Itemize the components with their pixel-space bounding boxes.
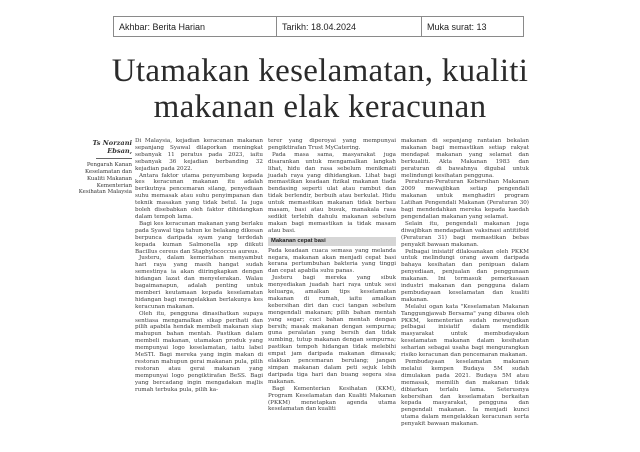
paragraph: Melalui ogan kata "Keselamatan Makanan Tanggungjawab Bersama" yang dibawa oleh PKKM, kementerian sudah mewujudkan pelbagai inisiatif dalam mendidik masyarakat untuk membudayakan keselamatan makanan dalam kesihatan seharian sebagai usaha bagi mengurangkan risiko keracunan dan pencemaran makanan. [401, 303, 529, 359]
paragraph: terer yang diperoyai yang mempunyai pengiktirafan Trust MyCatering. [268, 138, 396, 151]
headline-line-2: makanan elak keracunan [153, 89, 487, 125]
paragraph: Bagi Kementerian Kesihatan (KKM), Program Keselamatan dan Kualiti Makanan (PKKM) menetapkan agenda utama keselamatan dan kualiti [268, 385, 396, 413]
publication-date: Tarikh: 18.04.2024 [276, 17, 421, 36]
headline-line-1: Utamakan keselamatan, kualiti [111, 53, 529, 89]
newspaper-name: Akhbar: Berita Harian [119, 21, 206, 32]
author-role: Pengarah Kanan Keselamatan dan Kualiti Makanan Kementerian Kesihatan Malaysia [78, 162, 132, 196]
paragraph: Di Malaysia, kejadian keracunan makanan sepanjang Syawal dilaporkan meningkat sebanyak 11 peratus pada 2023, iaitu sebanyak 36 kejadian berbanding 32 kejadian pada 2022. [135, 138, 263, 172]
byline [74, 140, 132, 196]
paragraph: Justeru bagi mereka yang sibuk menyediakan juadah hari raya untuk sesi keluarga, amalkan tips keselamatan makanan di rumah, iaitu amalkan kebersihan diri dan cuci tangan sebelum mengendali makanan; pilih bahan mentah yang segar; cuci bahan mentah dengan bersih; masak makanan dengan sempurna; guna peralatan yang bersih dan tidak sumbing, tutup makanan dengan sempurna; pastikan tempoh hidangan tidak melebihi empat jam daripada makanan dimasak; elakkan pencemaran berulang; jangan simpan makanan dalam peti sejuk lebih daripada tiga hari dan buang segera sisa makanan. [268, 275, 396, 385]
article-column-1 [135, 138, 263, 393]
paragraph: Oleh itu, pengguna dinasihatkan supaya sentiasa mengamalkan sikap perihati dan pilih apabila hendak membeli makanan siap mahupun bahan mentah. Pastikan dalam membeli makanan, utamakan produk yang mempunyai logo keselamatan, iaitu label MeSTI. Bagi mereka yang ingin makan di restoran mahupun gerai makanan pula, pilih restoran atau gerai makanan yang mempunyai logo pengiktirafan BeSS. Bagi yang bercadang ingin mengadakan majlis rumah terbuka pula, pilih ka- [135, 310, 263, 393]
paragraph: Pembudayaan keselamatan makanan melalui kempen Budaya 5M sudah dimulakan pada 2021. Budaya 5M atau memasak, memilih dan makanan tidak dibiarkan terlalu lama. Seterusnya kebersihan dan keselamatan berkaitan kepada masyarakat, pengguna dan pengendali makanan. Ia menjadi kunci utama dalam mengelakkan keracunan serta penyakit bawaan makanan. [401, 359, 529, 428]
paragraph: Pelbagai inisiatif dilaksanakan oleh PKKM untuk melindungi orang awam daripada bahaya kesihatan dan penipuan dalam penyediaan, penjualan dan penggunaan makanan. Ini termasuk pemerkasaan industri makanan dan pengguna dalam pembudayaan keselamatan dan kualiti makanan. [401, 248, 529, 303]
byline-divider [96, 158, 132, 159]
clipping-meta-bar [113, 16, 524, 37]
paragraph: Pada masa sama, masyarakat juga disarankan untuk mengamalkan langkah lihat, hidu dan rasa sebelum menikmati juadah raya yang dihidangkan. Lihat bagi memastikan keadaan fizikal makanan tiada bendasing seperti ulat atau rambut dan tidak berlendir, berbuih atau berkulat. Hidu untuk memastikan makanan tidak berbau masam, basi atau busuk, manakala rasa sedikit terlebih dahulu makanan sebelum makan bagi memastikan ia tidak masam atau basi. [268, 151, 396, 234]
paragraph: makanan di sepanjang rantaian bekalan makanan bagi memastikan setiap rakyat mendapat makanan yang selamat dan berkualiti. Akta Makanan 1983 dan peraturan di bawahnya digubal untuk melindungi kesihatan pengguna. [401, 138, 529, 179]
author-name: Ts Norzani Ebsan, [92, 139, 132, 155]
paragraph: Justeru, dalam kemeriahan menyambut hari raya yang masih hangat sudah semestinya ia akan diiringkapkan dengan hidangan lazat dan menyelerakan. Walau bagaimanapun, adalah penting untuk memberi keutamaan kepada keselamatan hidangan bagi mengelakkan berlakunya kes keracunan makanan. [135, 255, 263, 310]
subheading: Makanan cepat basi [268, 237, 396, 246]
paragraph: Pada keadaan cuaca semasa yang melanda negara, makanan akan menjadi cepat basi kerana pertumbuhan bakteria yang tinggi dan cepat apabila suhu panas. [268, 247, 396, 275]
paragraph: Selain itu, pengendali makanan juga diwajibkan mendapatkan vaksinasi antitifoid (Peraturan 31) bagi memastikan bebas penyakit bawaan makanan. [401, 220, 529, 248]
paragraph: Bagi kes keracunan makanan yang berlaku pada Syawal tiga tahun ke belakang dikesan berpunca daripada syam yang terdedah kepada kuman Salmonella spp diikuti Bacillus cereus dan Staphylococcus aureus. [135, 220, 263, 255]
paragraph: Antara faktor utama penyumbang kepada kes keracunan makanan itu adalah berikutnya pencemaran silang, penyediaan suhu memasak atau suhu penyimpanan dan teknik masakan yang tidak betul. Ia juga boleh disebabkan oleh faktor dihidangkan dalam tempoh lama. [135, 172, 263, 220]
page-number: Muka surat: 13 [421, 17, 523, 36]
article-column-3 [401, 138, 529, 428]
paragraph: Peraturan-Peraturan Kebersihan Makanan 2009 mewajibkan setiap pengendali makanan untuk menghadiri program Latihan Pengendali Makanan (Peraturan 30) bagi mendedahkan mereka kepada kaedah pengendalian makanan yang selamat. [401, 179, 529, 220]
article-column-2 [268, 138, 396, 413]
